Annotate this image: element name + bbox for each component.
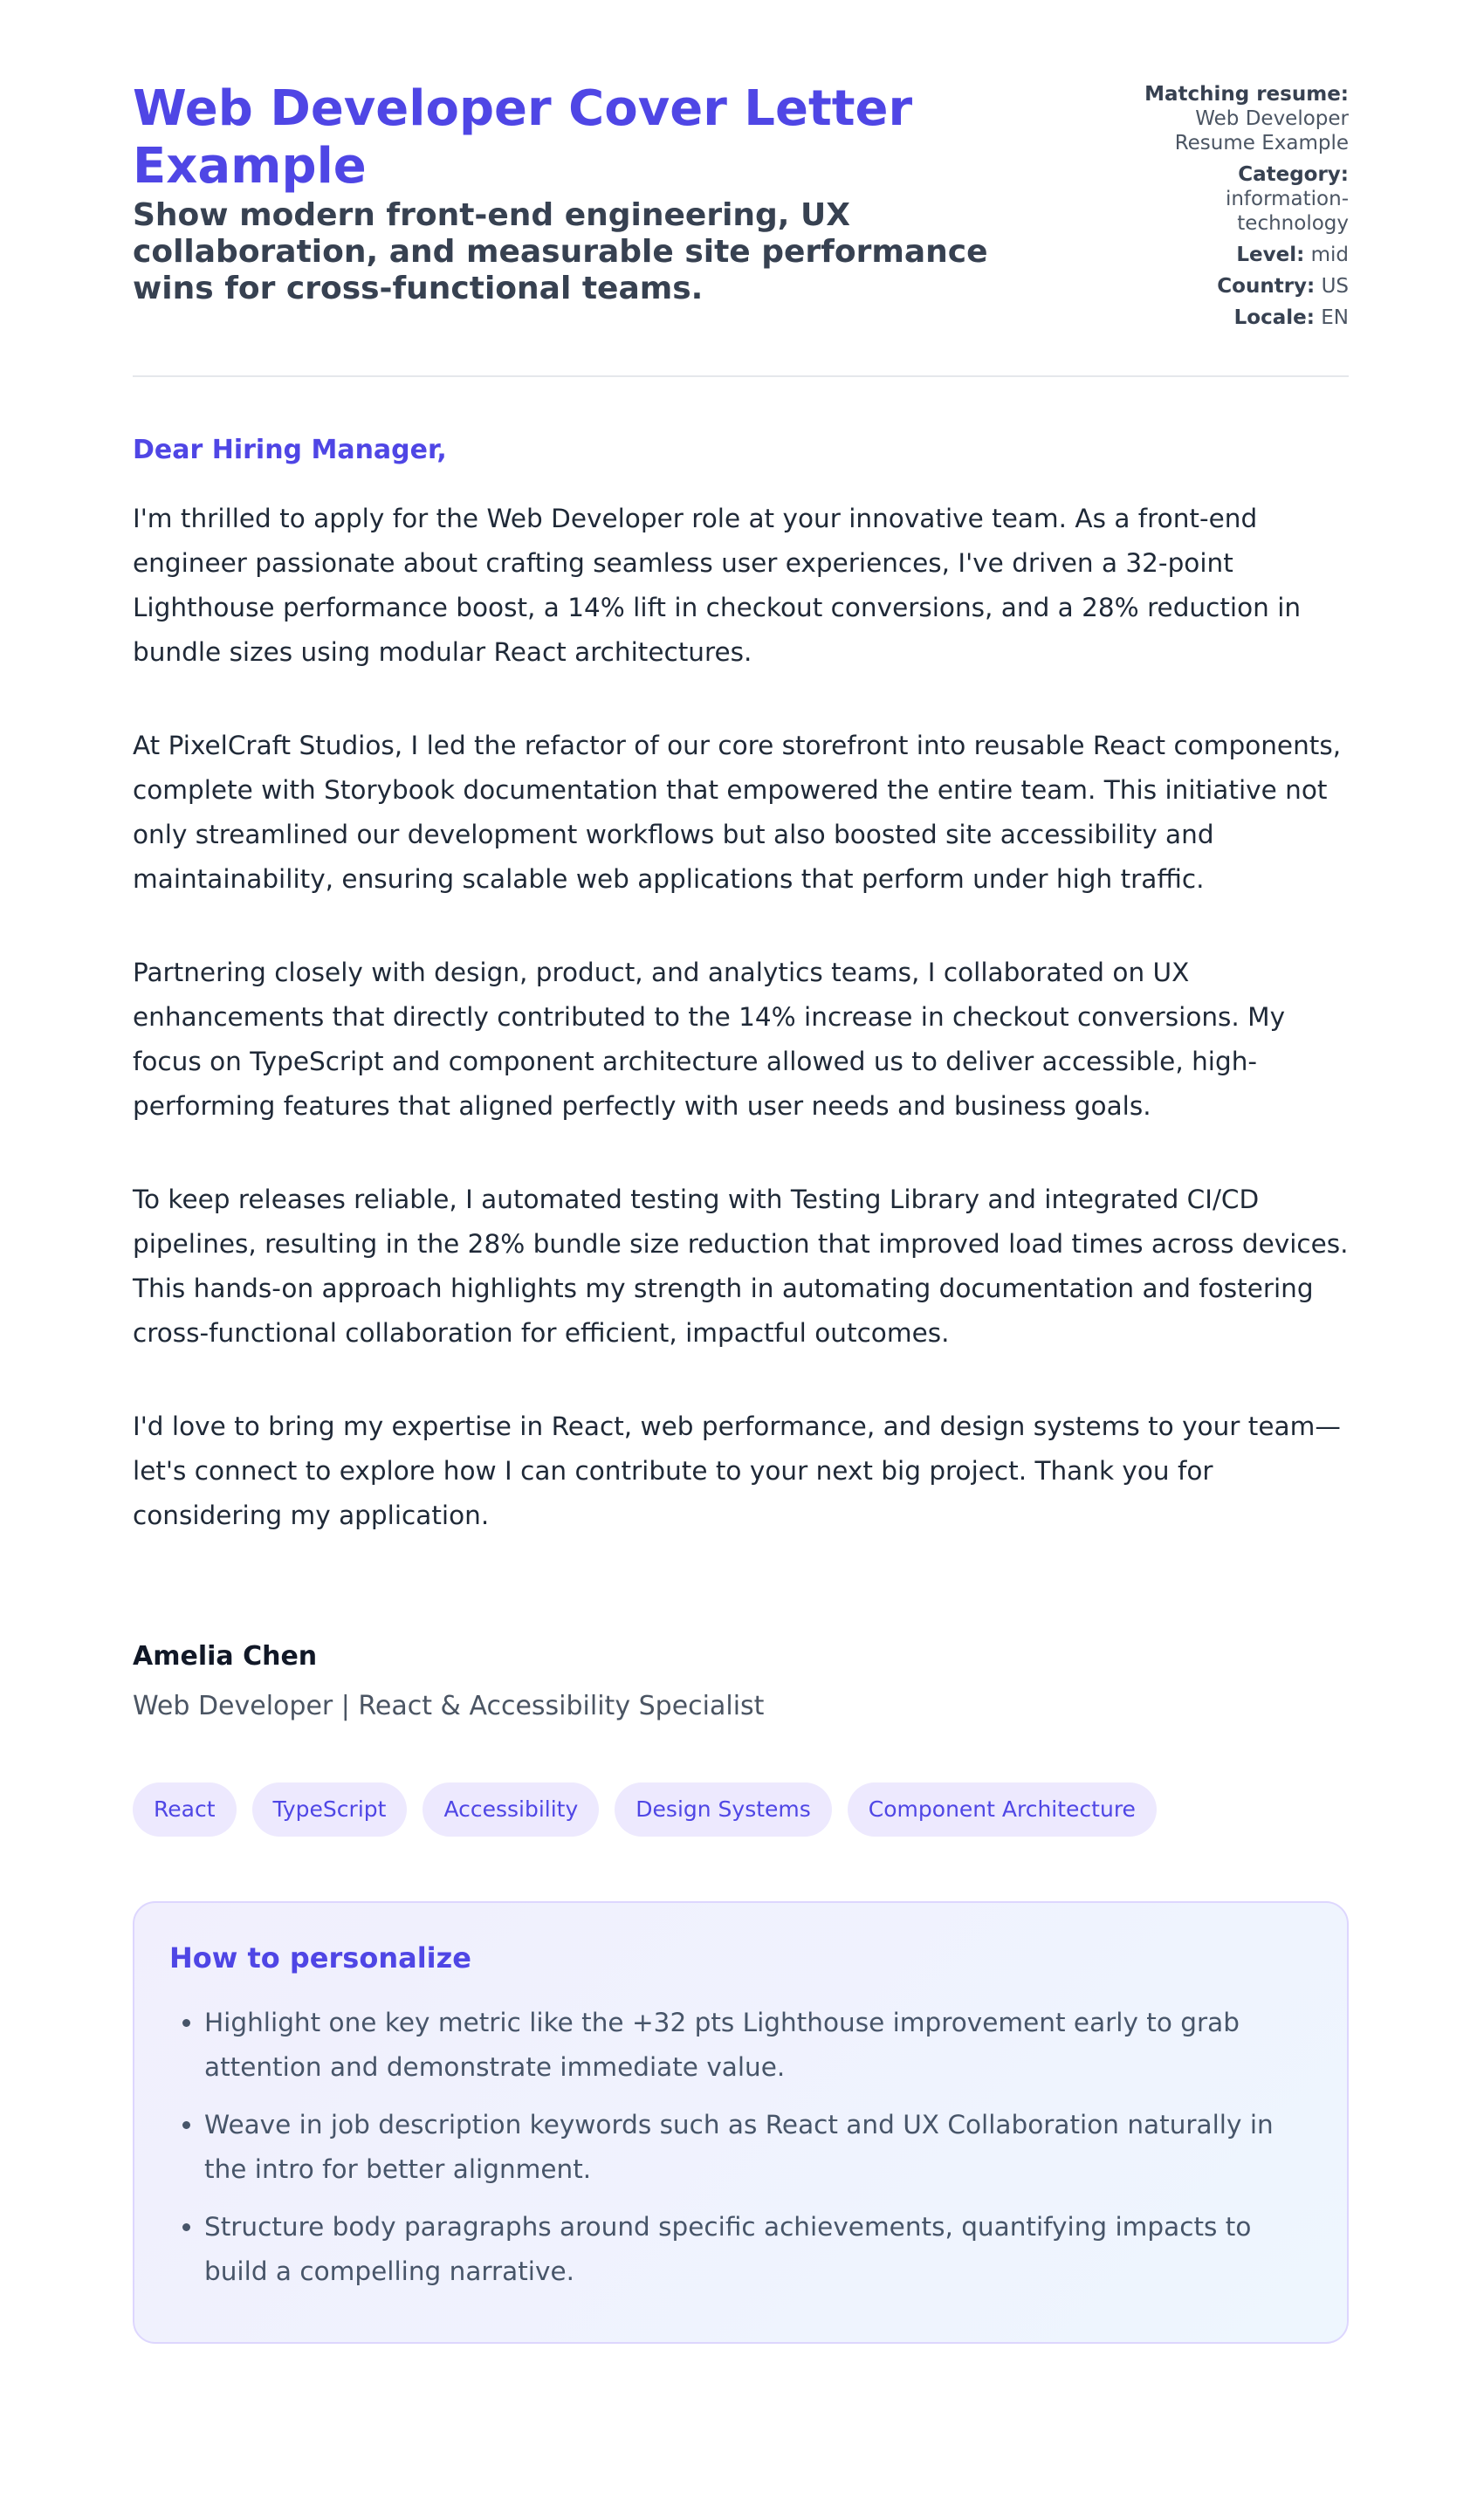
tip-item: • Structure body paragraphs around specific achievements, quantifying impacts to build a compelling narrative. (204, 2205, 1312, 2294)
meta-value: information-technology (1225, 188, 1349, 235)
meta-label: Locale: (1233, 306, 1315, 329)
meta-matching-resume (1144, 82, 1349, 155)
letter-paragraph: Partnering closely with design, product, and analytics teams, I collaborated on UX enhancements that directly contributed to the 14% increase in checkout conversions. My focus on TypeScript and component architecture allowed us to deliver accessible, high-performing features that aligned perfectly with user needs and business goals. (133, 958, 1286, 1121)
meta-value: mid (1310, 244, 1349, 266)
meta-country (1144, 274, 1349, 299)
page-subtitle: Show modern front-end engineering, UX collaboration, and measurable site performance wins for cross-functional teams. (133, 197, 988, 306)
skill-chip: Design Systems (615, 1782, 832, 1837)
skill-chip: TypeScript (252, 1782, 408, 1837)
personalize-tips-box (133, 1901, 1349, 2344)
cover-letter-page (133, 0, 1349, 2344)
meta-label: Matching resume: (1144, 83, 1349, 106)
letter-paragraph: To keep releases reliable, I automated testing with Testing Library and integrated CI/CD pipelines, resulting in the 28% bundle size reduction that improved load times across devices. This hands-on approach highlights my strength in automating documentation and fostering cross-functional collaboration for efficient, impactful outcomes. (133, 1185, 1349, 1348)
meta-label: Country: (1217, 275, 1316, 298)
tips-heading: How to personalize (169, 1941, 471, 1975)
meta-value: US (1321, 275, 1349, 298)
meta-label: Category: (1238, 163, 1349, 186)
skill-chip: React (133, 1782, 237, 1837)
page-title: Web Developer Cover Letter Example (133, 80, 913, 195)
meta-value: Web Developer Resume Example (1174, 107, 1349, 155)
meta-category (1144, 162, 1349, 236)
meta-panel (1144, 82, 1349, 337)
meta-locale (1144, 306, 1349, 330)
letter-paragraph: At PixelCraft Studios, I led the refactor of our core storefront into reusable React components, complete with Storybook documentation that empowered the entire team. This initiative not only streamlined our development workflows but also boosted site accessibility and maintainability, ensuring scalable web applications that perform under high traffic. (133, 731, 1342, 894)
skill-chips (133, 1782, 1349, 1837)
skill-chip: Accessibility (423, 1782, 599, 1837)
meta-label: Level: (1236, 244, 1305, 266)
signature-title: Web Developer | React & Accessibility Specialist (133, 1691, 765, 1721)
greeting: Dear Hiring Manager, (133, 435, 447, 465)
tip-item: • Weave in job description keywords such as React and UX Collaboration naturally in the intro for better alignment. (204, 2103, 1312, 2192)
meta-level (1144, 243, 1349, 267)
tip-item: • Highlight one key metric like the +32 pts Lighthouse improvement early to grab attention and demonstrate immediate value. (204, 2001, 1312, 2090)
signature-name: Amelia Chen (133, 1641, 318, 1672)
title-block (133, 80, 1023, 307)
tips-list (169, 2001, 1312, 2294)
page-header (133, 80, 1349, 337)
skill-chip: Component Architecture (848, 1782, 1157, 1837)
letter-paragraph: I'm thrilled to apply for the Web Developer role at your innovative team. As a front-end engineer passionate about crafting seamless user experiences, I've driven a 32-point Lighthouse performance boost, a 14% lift in checkout conversions, and a 28% reduction in bundle sizes using modular React architectures. (133, 504, 1302, 667)
meta-value: EN (1321, 306, 1349, 329)
divider (133, 375, 1349, 377)
letter-paragraph: I'd love to bring my expertise in React, web performance, and design systems to your team—let's connect to explore how I can contribute to your next big project. Thank you for considering my application. (133, 1411, 1341, 1530)
